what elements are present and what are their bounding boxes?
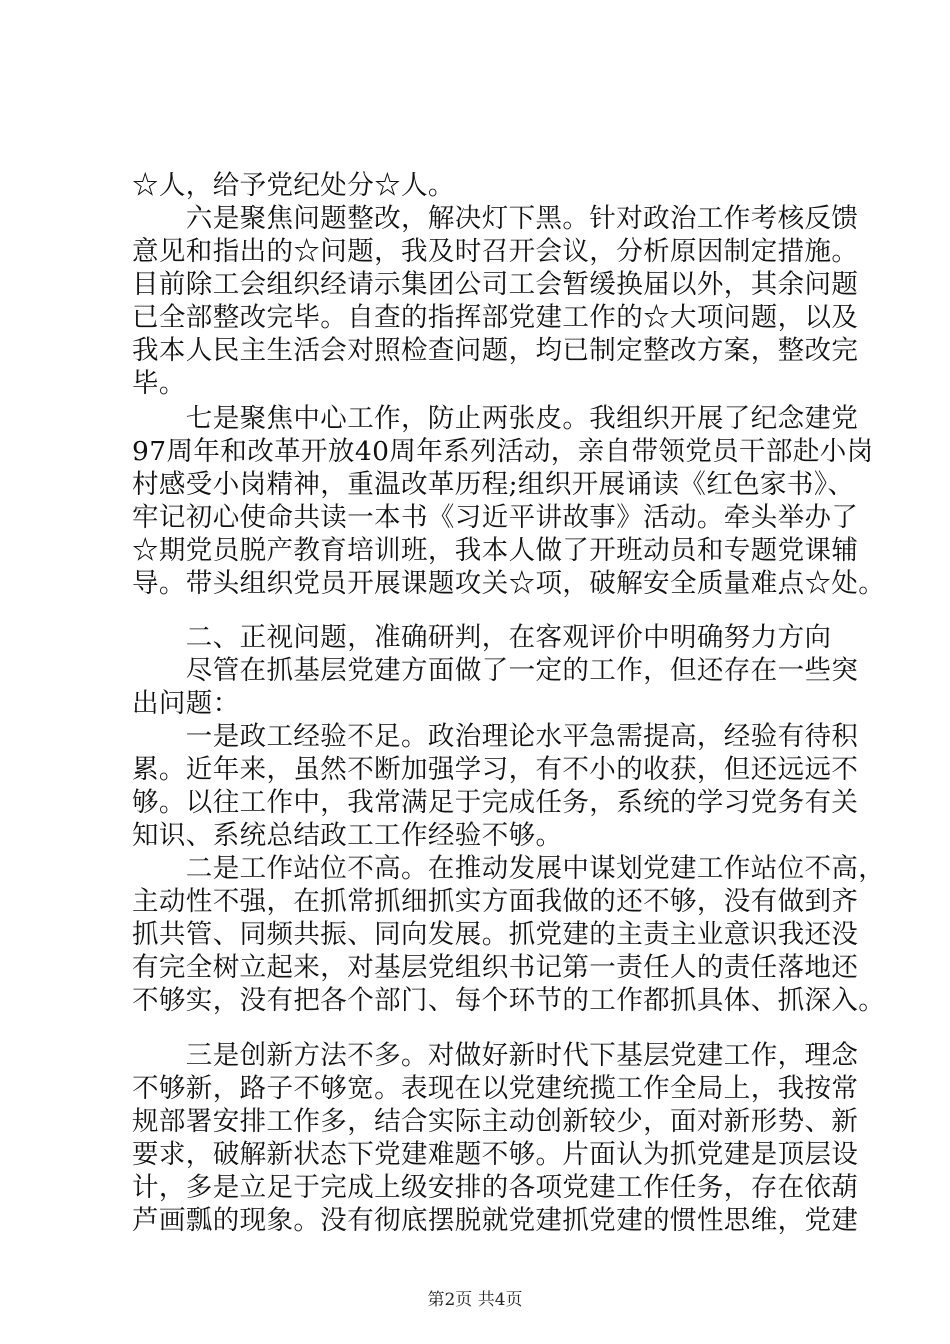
text-line: 二是工作站位不高。在推动发展中谋划党建工作站位不高， (132, 853, 886, 884)
text-line: ☆期党员脱产教育培训班，我本人做了开班动员和专题党课辅 (132, 535, 859, 566)
text-line: 主动性不强，在抓常抓细抓实方面我做的还不够，没有做到齐 (132, 886, 859, 917)
text-line: 出问题： (132, 688, 240, 719)
text-line: 不够实，没有把各个部门、每个环节的工作都抓具体、抓深入。 (132, 985, 886, 1016)
text-line: 有完全树立起来，对基层党组织书记第一责任人的责任落地还 (132, 952, 859, 983)
text-line: 97周年和改革开放40周年系列活动，亲自带领党员干部赴小岗 (132, 436, 874, 467)
text-line: 尽管在抓基层党建方面做了一定的工作，但还存在一些突 (132, 655, 859, 686)
text-line: 够。以往工作中，我常满足于完成任务，系统的学习党务有关 (132, 787, 859, 818)
text-line: 六是聚焦问题整改，解决灯下黑。针对政治工作考核反馈 (132, 203, 859, 234)
text-line: 计，多是立足于完成上级安排的各项党建工作任务，存在依葫 (132, 1172, 859, 1203)
text-line: 村感受小岗精神，重温改革历程;组织开展诵读《红色家书》、 (132, 469, 855, 500)
text-line: 目前除工会组织经请示集团公司工会暂缓换届以外，其余问题 (132, 269, 859, 300)
text-line: 不够新，路子不够宽。表现在以党建统揽工作全局上，我按常 (132, 1073, 859, 1104)
text-line: 规部署安排工作多，结合实际主动创新较少，面对新形势、新 (132, 1106, 859, 1137)
page-footer: 第2页 共4页 (427, 1290, 523, 1310)
text-line: 一是政工经验不足。政治理论水平急需提高，经验有待积 (132, 721, 859, 752)
text-line: ☆人，给予党纪处分☆人。 (132, 170, 455, 201)
text-line: 已全部整改完毕。自查的指挥部党建工作的☆大项问题，以及 (132, 302, 859, 333)
text-line: 毕。 (132, 368, 186, 399)
text-line: 意见和指出的☆问题，我及时召开会议，分析原因制定措施。 (132, 236, 859, 267)
text-line: 牢记初心使命共读一本书《习近平讲故事》活动。牵头举办了 (132, 502, 859, 533)
text-line: 芦画瓢的现象。没有彻底摆脱就党建抓党建的惯性思维，党建 (132, 1205, 859, 1236)
text-line: 导。带头组织党员开展课题攻关☆项，破解安全质量难点☆处。 (132, 568, 886, 599)
text-line: 抓共管、同频共振、同向发展。抓党建的主责主业意识我还没 (132, 919, 859, 950)
text-line: 要求，破解新状态下党建难题不够。片面认为抓党建是顶层设 (132, 1139, 859, 1170)
text-line: 三是创新方法不多。对做好新时代下基层党建工作，理念 (132, 1040, 859, 1071)
text-line: 七是聚焦中心工作，防止两张皮。我组织开展了纪念建党 (132, 403, 859, 434)
text-line: 二、正视问题，准确研判，在客观评价中明确努力方向 (132, 622, 832, 653)
text-line: 我本人民主生活会对照检查问题，均已制定整改方案，整改完 (132, 335, 859, 366)
text-line: 知识、系统总结政工工作经验不够。 (132, 820, 563, 851)
text-line: 累。近年来，虽然不断加强学习，有不小的收获，但还远远不 (132, 754, 859, 785)
